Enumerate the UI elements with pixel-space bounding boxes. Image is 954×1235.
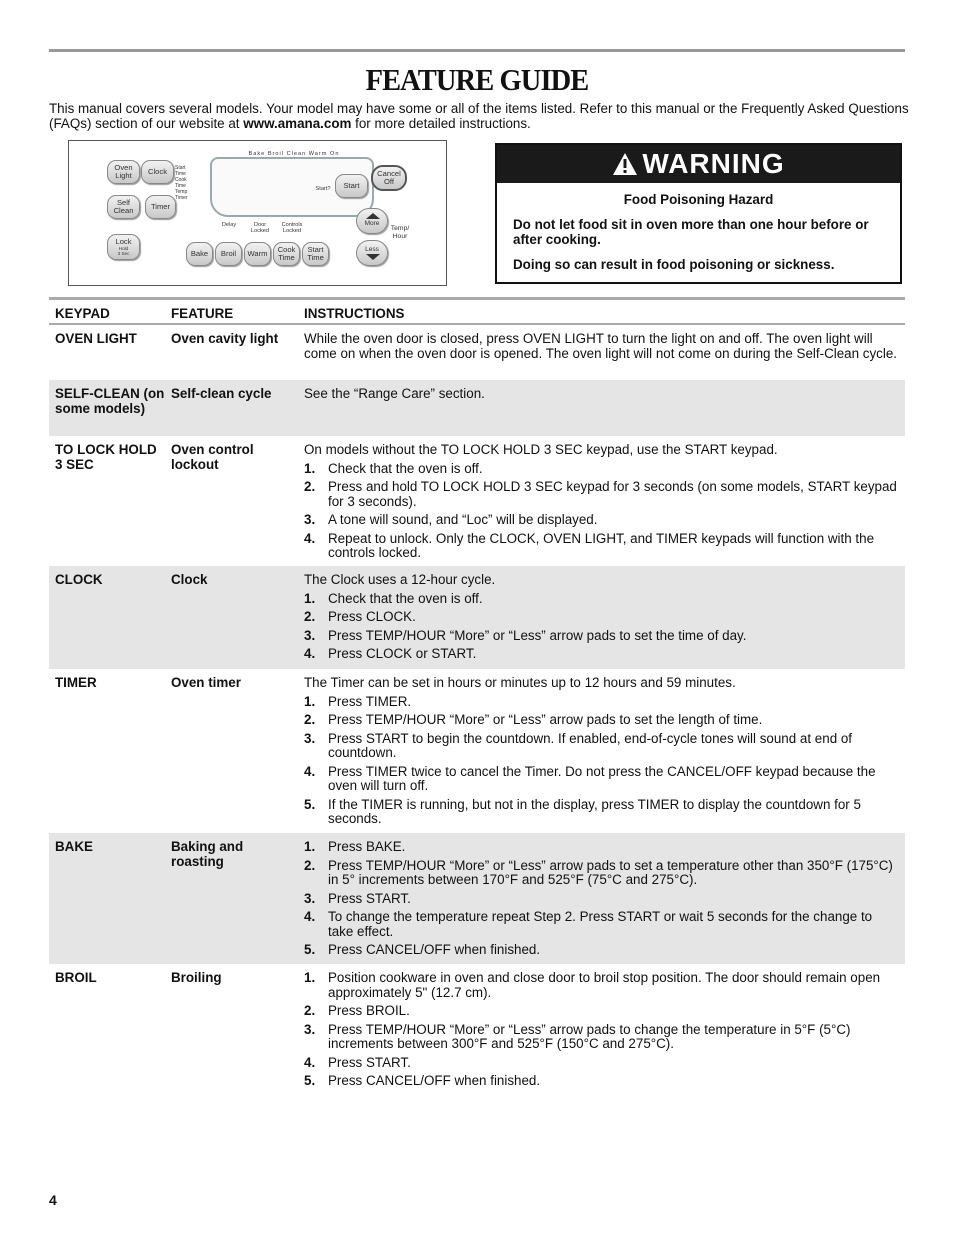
instruction-step [304,971,899,1000]
website-link[interactable]: www.amana.com [243,115,352,131]
warning-header [497,145,900,183]
instruction-steps [304,592,899,662]
step-number: 2. [304,1003,316,1018]
instruction-step [304,1023,899,1052]
feature-cell: Baking and roasting [171,839,244,869]
feature-table [49,297,905,1104]
step-text: Press START to begin the countdown. If enabled, end-of-cycle tones will sound at end of countdown. [328,730,853,760]
display-mode-labels: Bake Broil Clean Warm On [248,151,340,157]
table-body [49,325,905,1104]
step-number: 3. [304,890,316,906]
feature-cell: Oven timer [171,675,241,690]
step-number: 2. [304,609,316,624]
cancel-off-key: Cancel Off [371,165,407,191]
instruction-step [304,695,899,710]
warning-body [497,183,900,272]
instruction-step [304,462,899,477]
feature-cell: Self-clean cycle [171,386,272,401]
arrow-up-icon [366,213,380,219]
intro-before: This manual covers several models. Your model may have some or all of the items listed. Refer to this manual or the Frequently Asked Questions (FAQs) section of our website at [49,101,909,131]
step-text: Press START. [328,1054,411,1070]
step-text: Press TEMP/HOUR “More” or “Less” arrow pads to set a temperature other than 350°F (175°C) in 5° increments between 170°F and 525°F (75°C and 275°C). [328,857,893,887]
page-number: 4 [49,1192,57,1208]
step-text: Press and hold TO LOCK HOLD 3 SEC keypad for 3 seconds (on some models, START keypad for 3 seconds). [328,479,897,509]
instruction-steps [304,840,899,958]
step-text: Repeat to unlock. Only the CLOCK, OVEN LIGHT, and TIMER keypads will function with the controls locked. [328,530,875,560]
instruction-step [304,732,899,761]
keypad-cell: OVEN LIGHT [55,331,137,346]
instruction-step [304,910,899,939]
clock-key: Clock [141,160,174,184]
instruction-lead: The Timer can be set in hours or minutes up to 12 hours and 59 minutes. [304,675,736,690]
feature-cell: Broiling [171,970,222,985]
step-text: Press BAKE. [328,839,406,854]
intro-after: for more detailed instructions. [351,115,531,131]
step-text: If the TIMER is running, but not in the display, press TIMER to display the countdown for 5 seconds. [328,796,861,826]
step-text: Press CLOCK or START. [328,646,477,661]
instruction-lead: See the “Range Care” section. [304,386,485,401]
more-key-label: More [364,220,380,227]
instruction-step [304,592,899,607]
lock-key [107,234,140,260]
instruction-step [304,892,899,907]
warning-triangle-icon [612,152,638,176]
instruction-step [304,798,899,827]
instruction-step [304,480,899,509]
keypad-cell: CLOCK [55,572,103,587]
page-title: FEATURE GUIDE [365,62,589,97]
step-text: A tone will sound, and “Loc” will be displayed. [328,512,598,527]
keypad-cell: BAKE [55,839,93,854]
step-number: 4. [304,530,316,546]
table-row [49,436,905,566]
step-text: Press CLOCK. [328,609,416,624]
cook-time-key: Cook Time [273,242,300,266]
instructions-cell [304,971,899,1089]
step-text: To change the temperature repeat Step 2. Press START or wait 5 seconds for the change to take effect. [328,909,873,939]
step-number: 1. [304,970,316,985]
step-number: 3. [304,1021,316,1037]
timer-key: Timer [145,195,176,219]
keypad-cell: BROIL [55,970,97,985]
instruction-step [304,713,899,728]
instruction-step [304,647,899,662]
instruction-step [304,840,899,855]
table-row [49,380,905,436]
start-time-key: Start Time [302,242,329,266]
feature-cell: Clock [171,572,208,587]
step-number: 3. [304,730,316,746]
oven-light-key: Oven Light [107,160,140,184]
feature-cell: Oven cavity light [171,331,279,346]
keypad-cell: SELF-CLEAN (on some models) [55,386,165,416]
instruction-step [304,610,899,625]
lock-hold-label: Hold 3 Sec [117,246,130,256]
step-text: Press BROIL. [328,1003,410,1018]
step-number: 4. [304,763,316,779]
lock-key-label: Lock [115,237,132,246]
intro-text [49,102,909,131]
step-number: 2. [304,479,316,494]
step-text: Press TEMP/HOUR “More” or “Less” arrow pads to set the length of time. [328,712,763,727]
step-text: Press START. [328,890,411,906]
header-feature: FEATURE [171,306,234,321]
delay-label: Delay [221,222,237,228]
step-number: 1. [304,590,316,606]
step-number: 2. [304,712,316,727]
warning-box [495,143,902,284]
header-keypad: KEYPAD [55,306,110,321]
table-header [49,297,905,325]
step-number: 4. [304,1054,316,1070]
instruction-step [304,859,899,888]
broil-key: Broil [215,242,242,266]
header-instructions: INSTRUCTIONS [304,306,405,321]
instruction-step [304,765,899,794]
step-text: Position cookware in oven and close door to broil stop position. The door should remain open approximately 5" (12.7 cm). [328,970,881,1000]
self-clean-key: Self Clean [107,195,140,219]
keypad-cell: TIMER [55,675,97,690]
step-number: 3. [304,512,316,527]
step-text: Press CANCEL/OFF when finished. [328,1073,541,1088]
instructions-cell [304,443,899,561]
step-text: Press TEMP/HOUR “More” or “Less” arrow pads to change the temperature in 5°F (5°C) increments between 300°F and 525°F (150°C and 275°C). [328,1021,851,1051]
start-key: Start [335,174,368,198]
step-number: 5. [304,796,316,812]
step-number: 1. [304,693,316,709]
instruction-step [304,629,899,644]
instruction-lead: The Clock uses a 12-hour cycle. [304,572,496,587]
step-number: 1. [304,460,316,476]
table-row [49,964,905,1104]
step-text: Press TEMP/HOUR “More” or “Less” arrow pads to set the time of day. [328,627,747,643]
hazard-title: Food Poisoning Hazard [623,192,774,207]
step-number: 1. [304,839,316,854]
warning-title: WARNING [642,148,785,179]
step-number: 4. [304,909,316,924]
feature-cell: Oven control lockout [171,442,254,472]
instruction-step [304,1056,899,1071]
table-row [49,325,905,380]
bake-key: Bake [186,242,213,266]
step-text: Press CANCEL/OFF when finished. [328,942,541,957]
step-text: Press TIMER twice to cancel the Timer. Do not press the CANCEL/OFF keypad because the oven will turn off. [328,763,876,793]
instruction-step [304,1004,899,1019]
instruction-step [304,1074,899,1089]
instruction-steps [304,971,899,1089]
step-number: 3. [304,627,316,643]
step-number: 5. [304,1073,316,1088]
table-row [49,669,905,833]
warm-key: Warm [244,242,271,266]
step-number: 5. [304,942,316,957]
table-row [49,833,905,964]
instructions-cell [304,676,899,827]
control-panel-diagram [68,140,447,286]
instructions-cell [304,387,899,402]
door-locked-label: Door Locked [250,222,270,234]
instruction-lead: On models without the TO LOCK HOLD 3 SEC keypad, use the START keypad. [304,442,778,457]
instruction-steps [304,462,899,561]
more-key [356,208,388,234]
instruction-step [304,943,899,958]
table-row [49,566,905,669]
instruction-steps [304,695,899,827]
warning-line-1: Do not let food sit in oven more than one hour before or after cooking. [513,216,869,247]
step-text: Check that the oven is off. [328,590,483,606]
step-text: Check that the oven is off. [328,460,483,476]
temp-hour-label: Temp/ Hour [390,225,410,240]
instruction-lead: While the oven door is closed, press OVEN LIGHT to turn the light on and off. The oven light will come on when the oven door is opened. The oven light will not come on during the Self-Clean cycle. [304,331,898,361]
instruction-step [304,513,899,528]
keypad-cell: TO LOCK HOLD 3 SEC [55,442,157,472]
less-key-label: Less [365,246,379,253]
warning-line-2: Doing so can result in food poisoning or sickness. [513,256,835,272]
step-text: Press TIMER. [328,693,412,709]
step-number: 2. [304,857,316,873]
start-time-labels: Start Time Cook Time Temp Timer [175,165,188,201]
instructions-cell [304,332,899,361]
arrow-down-icon [366,254,380,260]
less-key [356,240,388,266]
instructions-cell [304,840,899,958]
instruction-step [304,532,899,561]
start-question-label: Start? [315,186,331,192]
step-number: 4. [304,646,316,661]
top-rule [49,49,905,52]
instructions-cell [304,573,899,662]
controls-locked-label: Controls Locked [281,222,303,234]
